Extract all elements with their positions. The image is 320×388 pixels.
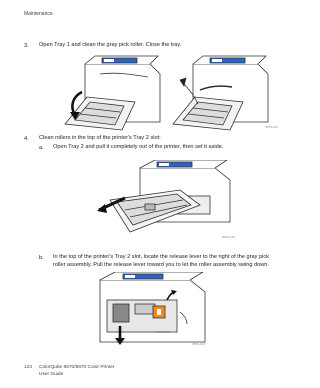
document-name: User Guide (39, 371, 64, 377)
step-4-text: Clean rollers in the top of the printer's Tray 2 slot: (39, 135, 161, 141)
page-number: 124 (24, 365, 33, 370)
figure-tray1-clean (60, 52, 280, 132)
substep-b-letter: b. (39, 255, 44, 261)
figure-id-1: 8870-012 (265, 125, 278, 129)
printer-illustration-tray2 (110, 160, 230, 232)
figure-id-3: 8870-014 (192, 342, 205, 346)
figure-id-2: 8870-013 (222, 235, 235, 239)
printer-illustration-slot (100, 272, 205, 342)
substep-a-text: Open Tray 2 and pull it completely out of the printer, then set it aside. (53, 144, 224, 150)
step-4-number: 4. (24, 136, 29, 142)
product-name: ColorQube 8570/8870 Color Printer (39, 365, 115, 370)
step-3-number: 3. (24, 43, 29, 49)
step-3-text: Open Tray 1 and clean the gray pick roller. Close the tray. (39, 42, 182, 48)
printer-illustration-right (173, 56, 268, 130)
substep-a-letter: a. (39, 145, 44, 151)
figure-tray2-remove (95, 160, 240, 240)
figure-release-lever (95, 272, 210, 347)
section-header: Maintenance (24, 11, 53, 17)
substep-b-line-2: roller assembly. Pull the release lever toward you to let the roller assembly swing down. (53, 262, 269, 268)
substep-b-line-1: In the top of the printer's Tray 2 slot, locate the release lever to the right of the gray pick (53, 254, 269, 260)
